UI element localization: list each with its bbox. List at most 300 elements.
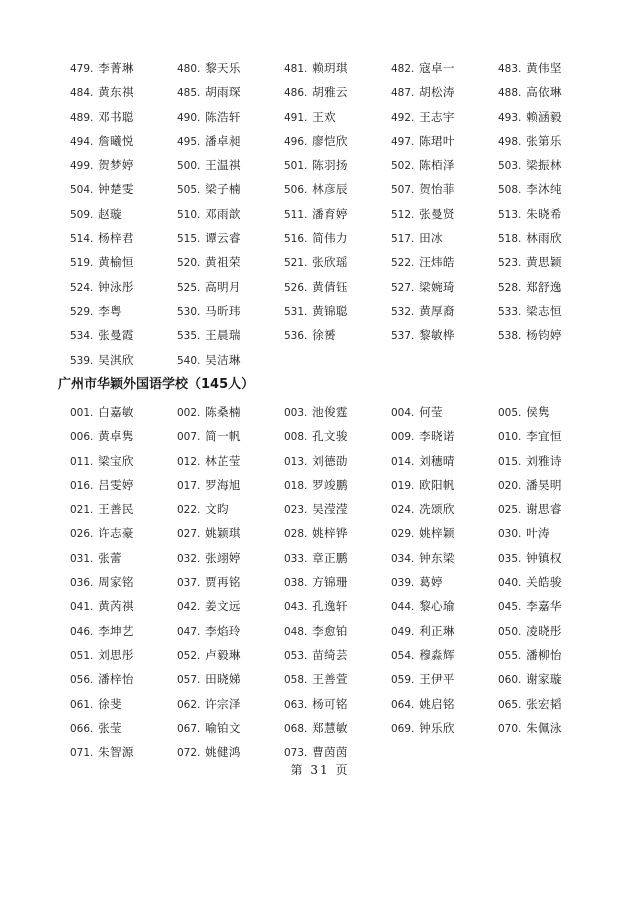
entry-number: 509. (70, 208, 94, 221)
student-name: 陈浩轩 (205, 109, 241, 124)
entry-number: 064. (391, 698, 415, 711)
student-name: 郑慧敏 (312, 720, 348, 735)
list-item (391, 667, 498, 691)
list-item (498, 473, 605, 497)
student-name: 利正琳 (419, 623, 455, 638)
list-item (177, 667, 284, 691)
student-name: 邓书聪 (98, 109, 134, 124)
entry-number: 045. (498, 601, 522, 614)
student-name: 廖恺欣 (312, 133, 348, 148)
list-item (70, 424, 177, 448)
student-name: 梁婉琦 (419, 279, 455, 294)
entry-number: 539. (70, 354, 94, 367)
list-item (391, 546, 498, 570)
student-name: 李菁琳 (98, 61, 134, 75)
entry-number: 526. (284, 281, 308, 294)
student-name: 刘雅诗 (526, 453, 562, 468)
list-item (177, 570, 284, 594)
entry-number: 521. (284, 257, 308, 270)
list-item (177, 424, 284, 448)
entry-number: 040. (498, 577, 522, 590)
list-item (284, 497, 391, 521)
entry-number: 046. (70, 625, 94, 638)
entry-number: 531. (284, 305, 308, 318)
list-item (498, 275, 605, 299)
entry-number: 514. (70, 233, 94, 246)
entry-number: 520. (177, 257, 201, 270)
entry-number: 051. (70, 649, 94, 662)
student-name: 朱佩泳 (526, 720, 562, 735)
entry-number: 073. (284, 747, 308, 760)
student-name: 姚健鸿 (205, 745, 241, 760)
list-item (177, 202, 284, 226)
list-item (391, 400, 498, 424)
list-item (498, 521, 605, 545)
entry-number: 023. (284, 504, 308, 517)
entry-number: 058. (284, 674, 308, 687)
entry-number: 063. (284, 698, 308, 711)
student-name: 吴滢滢 (312, 502, 348, 517)
student-name: 简伟力 (312, 231, 348, 246)
entry-number: 517. (391, 233, 415, 246)
list-item (177, 56, 284, 80)
entry-number: 518. (498, 233, 522, 246)
student-name: 李沐纯 (526, 182, 562, 197)
student-name: 简一帆 (205, 429, 241, 444)
entry-number: 025. (498, 504, 522, 517)
list-item (284, 570, 391, 594)
list-item (70, 497, 177, 521)
list-item (177, 299, 284, 323)
entry-number: 007. (177, 431, 201, 444)
entry-number: 488. (498, 87, 522, 100)
student-name: 谭云睿 (205, 231, 241, 246)
student-name: 黄思颖 (526, 255, 562, 270)
list-item (391, 497, 498, 521)
student-name: 张翊婷 (205, 550, 241, 565)
entry-number: 529. (70, 305, 94, 318)
entry-number: 003. (284, 407, 308, 419)
list-item (284, 153, 391, 177)
list-item (284, 202, 391, 226)
list-item (70, 570, 177, 594)
student-name: 黎心瑜 (419, 599, 455, 614)
student-name: 王善萱 (312, 672, 348, 687)
entry-number: 037. (177, 577, 201, 590)
entry-number: 515. (177, 233, 201, 246)
entry-number: 505. (177, 184, 201, 197)
entry-number: 532. (391, 305, 415, 318)
list-item (70, 716, 177, 740)
student-name: 罗竣鹏 (312, 477, 348, 492)
entry-number: 002. (177, 407, 201, 419)
list-item (391, 226, 498, 250)
list-item (284, 400, 391, 424)
entry-number: 537. (391, 330, 415, 343)
student-name: 陈珺叶 (419, 133, 455, 148)
entry-number: 042. (177, 601, 201, 614)
list-item (391, 643, 498, 667)
entry-number: 010. (498, 431, 522, 444)
entry-number: 501. (284, 160, 308, 173)
student-name: 汪炜皓 (419, 255, 455, 270)
list-item (498, 424, 605, 448)
entry-number: 039. (391, 577, 415, 590)
list-item (498, 570, 605, 594)
student-name: 黎敏桦 (419, 328, 455, 343)
list-item (284, 226, 391, 250)
list-item (498, 56, 605, 80)
student-name: 钟乐欣 (419, 720, 455, 735)
entry-number: 053. (284, 649, 308, 662)
student-name: 朱晓希 (526, 206, 562, 221)
student-name: 李愈铂 (312, 623, 348, 638)
list-item (498, 250, 605, 274)
list-item (70, 202, 177, 226)
entry-number: 484. (70, 87, 94, 100)
entry-number: 017. (177, 479, 201, 492)
student-name: 张欣瑶 (312, 255, 348, 270)
student-name: 黎天乐 (205, 61, 241, 75)
entry-number: 482. (391, 63, 415, 75)
list-item (70, 667, 177, 691)
entry-number: 511. (284, 208, 308, 221)
student-name: 李嘉华 (526, 599, 562, 614)
student-name: 林芷莹 (205, 453, 241, 468)
student-name: 李宜恒 (526, 429, 562, 444)
list-item (70, 473, 177, 497)
entry-number: 036. (70, 577, 94, 590)
student-name: 叶涛 (526, 526, 550, 541)
entry-number: 493. (498, 111, 522, 124)
list-item (177, 521, 284, 545)
student-name: 徐斐 (98, 696, 122, 711)
entry-number: 527. (391, 281, 415, 294)
entry-number: 068. (284, 722, 308, 735)
list-item (284, 449, 391, 473)
entry-number: 496. (284, 135, 308, 148)
student-name: 冼颂欣 (419, 502, 455, 517)
student-name: 贺怡菲 (419, 182, 455, 197)
entry-number: 070. (498, 722, 522, 735)
entry-number: 495. (177, 135, 201, 148)
student-name: 刘穗晴 (419, 453, 455, 468)
entry-number: 048. (284, 625, 308, 638)
list-item (70, 692, 177, 716)
list-item (391, 275, 498, 299)
list-item (284, 250, 391, 274)
student-name: 黄厚裔 (419, 303, 455, 318)
list-item (391, 202, 498, 226)
student-name: 陈桑楠 (205, 405, 241, 419)
entry-number: 524. (70, 281, 94, 294)
student-name: 罗海旭 (205, 477, 241, 492)
student-name: 张宏韬 (526, 696, 562, 711)
student-name: 张莹 (98, 720, 122, 735)
entry-number: 506. (284, 184, 308, 197)
entry-number: 057. (177, 674, 201, 687)
entry-number: 035. (498, 552, 522, 565)
list-item (70, 129, 177, 153)
entry-number: 028. (284, 528, 308, 541)
entry-number: 492. (391, 111, 415, 124)
student-name: 黄倩钰 (312, 279, 348, 294)
entry-number: 502. (391, 160, 415, 173)
entry-number: 480. (177, 63, 201, 75)
list-item (391, 424, 498, 448)
list-item (284, 619, 391, 643)
entry-number: 491. (284, 111, 308, 124)
student-name: 贾再铭 (205, 575, 241, 590)
entry-number: 523. (498, 257, 522, 270)
list-item (391, 250, 498, 274)
student-name: 钟镇权 (526, 550, 562, 565)
entry-number: 071. (70, 747, 94, 760)
entry-number: 530. (177, 305, 201, 318)
list-item (498, 299, 605, 323)
list-item (498, 594, 605, 618)
student-name: 黄伟坚 (526, 61, 562, 75)
entry-number: 034. (391, 552, 415, 565)
entry-number: 019. (391, 479, 415, 492)
list-item (177, 716, 284, 740)
student-name: 方锦珊 (312, 575, 348, 590)
list-item (391, 129, 498, 153)
list-item (284, 546, 391, 570)
student-name: 吕雯婷 (98, 477, 134, 492)
entry-number: 012. (177, 455, 201, 468)
entry-number: 510. (177, 208, 201, 221)
list-item (498, 323, 605, 347)
student-name: 钟东梁 (419, 550, 455, 565)
list-item (70, 80, 177, 104)
student-name: 钟泳彤 (98, 279, 134, 294)
entry-number: 031. (70, 552, 94, 565)
list-item (70, 323, 177, 347)
student-name: 王伊平 (419, 672, 455, 687)
student-name: 白嘉敏 (98, 405, 134, 419)
list-item (284, 424, 391, 448)
student-name: 欧阳帆 (419, 477, 455, 492)
entry-number: 024. (391, 504, 415, 517)
student-name: 高依琳 (526, 85, 562, 100)
list-item (177, 400, 284, 424)
list-item (284, 692, 391, 716)
list-item (498, 80, 605, 104)
list-item (70, 56, 177, 80)
list-item (177, 546, 284, 570)
student-name: 王善民 (98, 502, 134, 517)
entry-number: 490. (177, 111, 201, 124)
entry-number: 001. (70, 407, 94, 419)
list-item (391, 177, 498, 201)
student-name: 黄锦聪 (312, 303, 348, 318)
entry-number: 534. (70, 330, 94, 343)
list-item (177, 449, 284, 473)
list-item (498, 153, 605, 177)
entry-number: 513. (498, 208, 522, 221)
student-name: 郑舒逸 (526, 279, 562, 294)
list-item (284, 56, 391, 80)
entry-number: 065. (498, 698, 522, 711)
list-item (391, 716, 498, 740)
list-item (177, 153, 284, 177)
list-item (284, 129, 391, 153)
student-name: 刘思彤 (98, 647, 134, 662)
entry-number: 018. (284, 479, 308, 492)
student-name: 徐赟 (312, 328, 336, 343)
student-name: 许宗泽 (205, 696, 241, 711)
entry-number: 006. (70, 431, 94, 444)
list-item (391, 153, 498, 177)
list-item (177, 275, 284, 299)
list-item (70, 521, 177, 545)
list-item (284, 643, 391, 667)
entry-number: 005. (498, 407, 522, 419)
list-item (498, 177, 605, 201)
student-name: 梁振林 (526, 158, 562, 173)
student-name: 杨可铭 (312, 696, 348, 711)
student-name: 卢毅琳 (205, 647, 241, 662)
list-item (284, 473, 391, 497)
list-item (284, 105, 391, 129)
student-name: 陈栢泽 (419, 158, 455, 173)
entry-number: 072. (177, 747, 201, 760)
list-item (284, 667, 391, 691)
student-name: 潘昊明 (526, 477, 562, 492)
list-item (70, 177, 177, 201)
entry-number: 504. (70, 184, 94, 197)
student-name: 张曼霞 (98, 328, 134, 343)
list-item (284, 716, 391, 740)
list-item (391, 449, 498, 473)
entry-number: 008. (284, 431, 308, 444)
list-item (177, 177, 284, 201)
list-item (70, 299, 177, 323)
student-name: 田晓娣 (205, 672, 241, 687)
student-name: 朱智源 (98, 745, 134, 760)
student-name: 胡松涛 (419, 85, 455, 100)
list-item (391, 80, 498, 104)
list-item (177, 323, 284, 347)
student-name: 李坤艺 (98, 623, 134, 638)
list-item (498, 226, 605, 250)
list-item (498, 105, 605, 129)
entry-number: 052. (177, 649, 201, 662)
student-name: 池俊霆 (312, 405, 348, 419)
entry-number: 030. (498, 528, 522, 541)
list-item (391, 56, 498, 80)
list-item (391, 619, 498, 643)
entry-number: 525. (177, 281, 201, 294)
list-item (70, 348, 177, 372)
list-item (70, 275, 177, 299)
list-item (70, 105, 177, 129)
list-item (70, 400, 177, 424)
entry-number: 540. (177, 354, 201, 367)
student-name: 詹曦悦 (98, 133, 134, 148)
entry-number: 044. (391, 601, 415, 614)
entry-number: 067. (177, 722, 201, 735)
list-item (70, 594, 177, 618)
entry-number: 038. (284, 577, 308, 590)
student-name: 李晓诺 (419, 429, 455, 444)
list-item (177, 692, 284, 716)
list-item (498, 643, 605, 667)
student-name: 曹茵茵 (312, 745, 348, 760)
student-name: 关皓骏 (526, 575, 562, 590)
student-name: 吴洁琳 (205, 352, 241, 367)
student-name: 李粤 (98, 303, 122, 318)
student-name: 葛婷 (419, 575, 443, 590)
student-name: 赖涵毅 (526, 109, 562, 124)
entry-number: 047. (177, 625, 201, 638)
student-name: 潘卓昶 (205, 133, 241, 148)
student-name: 何莹 (419, 405, 443, 419)
entry-number: 011. (70, 455, 94, 468)
student-name: 姚梓颖 (419, 526, 455, 541)
entry-number: 020. (498, 479, 522, 492)
list-item (284, 594, 391, 618)
list-item (70, 449, 177, 473)
student-name: 黄芮祺 (98, 599, 134, 614)
list-item (498, 202, 605, 226)
student-name: 梁子楠 (205, 182, 241, 197)
student-name: 王欢 (312, 109, 336, 124)
list-item (177, 129, 284, 153)
list-item (498, 619, 605, 643)
list-item (177, 348, 284, 372)
student-name: 潘育婷 (312, 206, 348, 221)
list-item (70, 643, 177, 667)
student-name: 吴淇欣 (98, 352, 134, 367)
entry-number: 009. (391, 431, 415, 444)
student-name: 文昀 (205, 502, 229, 517)
student-name: 梁宝欣 (98, 453, 134, 468)
student-name: 杨梓君 (98, 231, 134, 246)
entry-number: 022. (177, 504, 201, 517)
list-item (391, 594, 498, 618)
entry-number: 512. (391, 208, 415, 221)
entry-number: 485. (177, 87, 201, 100)
list-item (284, 299, 391, 323)
list-item (391, 521, 498, 545)
entry-number: 029. (391, 528, 415, 541)
student-name: 王志宇 (419, 109, 455, 124)
student-name: 贺梦婷 (98, 158, 134, 173)
student-name: 杨钧婷 (526, 328, 562, 343)
list-item (498, 692, 605, 716)
student-name: 梁志恒 (526, 303, 562, 318)
list-item (177, 105, 284, 129)
student-name: 潘梓怡 (98, 672, 134, 687)
section-title: 广州市华颖外国语学校（145人） (58, 377, 255, 392)
entry-number: 059. (391, 674, 415, 687)
entry-number: 535. (177, 330, 201, 343)
list-item (177, 473, 284, 497)
student-name: 高明月 (205, 279, 241, 294)
entry-number: 503. (498, 160, 522, 173)
student-name: 刘德劭 (312, 453, 348, 468)
entry-number: 060. (498, 674, 522, 687)
entry-number: 498. (498, 135, 522, 148)
student-name: 胡雅云 (312, 85, 348, 100)
student-name: 章正鹏 (312, 550, 348, 565)
student-name: 周家铭 (98, 575, 134, 590)
entry-number: 032. (177, 552, 201, 565)
list-item (498, 716, 605, 740)
student-name: 黄卓隽 (98, 429, 134, 444)
